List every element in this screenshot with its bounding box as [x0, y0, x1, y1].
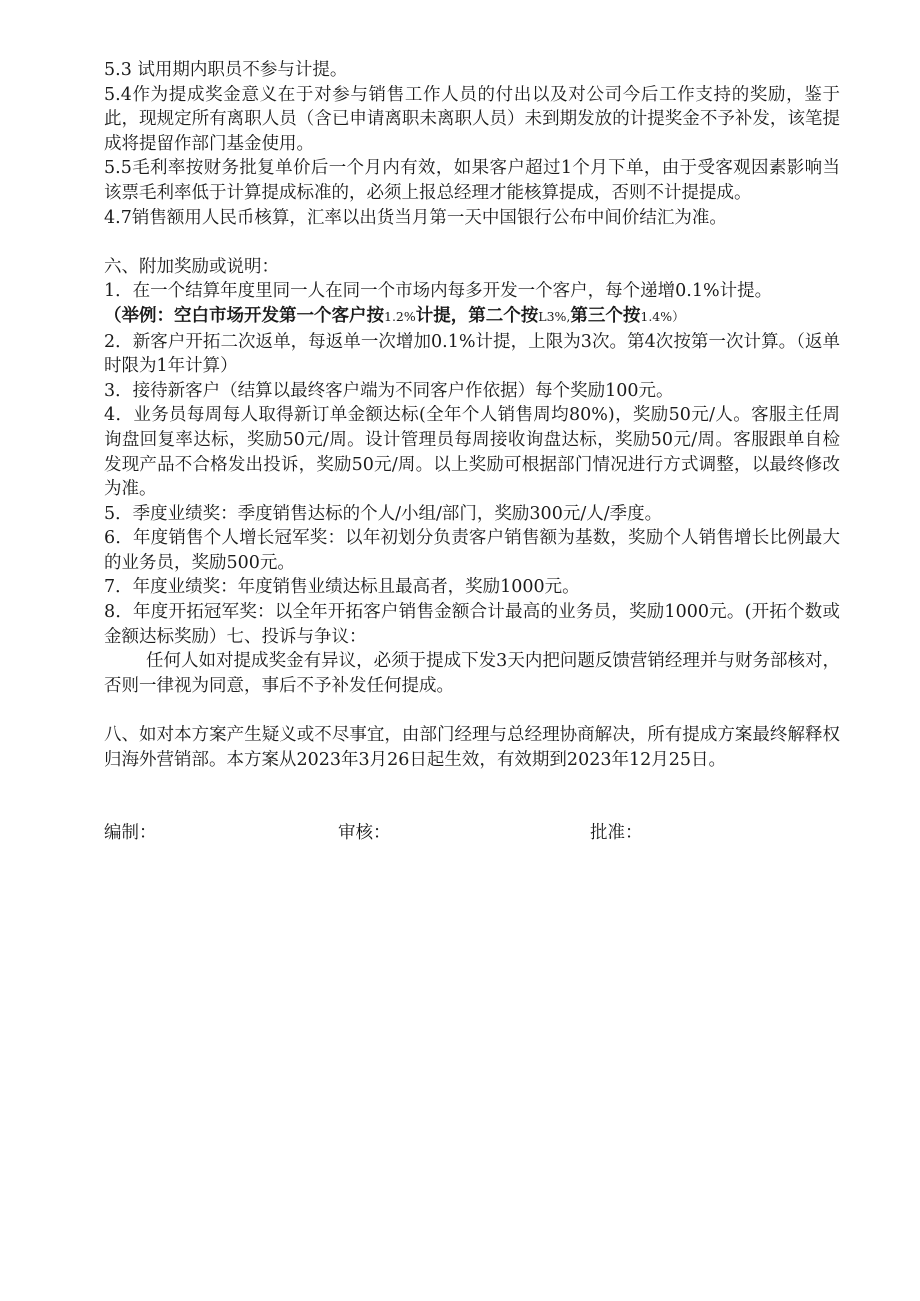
approved-by-label: 批准：	[590, 823, 643, 844]
bonus-item-3: 3．接待新客户（结算以最终客户端为不同客户作依据）每个奖励100元。	[104, 380, 674, 401]
section-6-title: 六、附加奖励或说明：	[104, 256, 279, 277]
document-page	[104, 58, 840, 851]
example-text-2: 计提，第二个按	[415, 305, 539, 326]
section-8-paragraph: 八、如对本方案产生疑义或不尽事宜，由部门经理与总经理协商解决，所有提成方案最终解释权归海外营销部。本方案从2023年3月26日起生效，有效期到2023年12月25日。	[104, 725, 840, 770]
spacer	[104, 698, 840, 723]
bonus-item-5: 5．季度业绩奖：季度销售达标的个人/小组/部门，奖励300元/人/季度。	[104, 503, 663, 524]
clause-5-3: 5.3 试用期内职员不参与计提。	[104, 60, 348, 80]
spacer	[104, 797, 840, 822]
bonus-item-8: 8．年度开拓冠军奖：以全年开拓客户销售金额合计最高的业务员，奖励1000元。(开拓个数或金额达标奖励）七、投诉与争议：	[104, 602, 840, 647]
example-rate-3: 1.4%）	[640, 308, 685, 324]
bonus-item-7: 7．年度业绩奖：年度销售业绩达标且最高者，奖励1000元。	[104, 577, 580, 598]
bonus-item-6: 6．年度销售个人增长冠军奖：以年初划分负责客户销售额为基数，奖励个人销售增长比例最大的业务员，奖励500元。	[104, 528, 840, 573]
example-note	[104, 304, 840, 330]
disputes-paragraph: 任何人如对提成奖金有异议，必须于提成下发3天内把问题反馈营销经理并与财务部核对，否则一律视为同意，事后不予补发任何提成。	[104, 651, 840, 696]
example-rate-2: L3%,	[538, 308, 571, 324]
bonus-item-4: 4．业务员每周每人取得新订单金额达标(全年个人销售周均80%)，奖励50元/人。客服主任周询盘回复率达标，奖励50元/周。设计管理员每周接收询盘达标，奖励50元/周。客服跟单自检发现产品不合格发出投诉，奖励50元/周。以上奖励可根据部门情况进行方式调整，以最终修改为准。	[104, 405, 840, 500]
example-rate-1: 1.2%	[384, 308, 416, 324]
bonus-item-2: 2．新客户开拓二次返单，每返单一次增加0.1%计提，上限为3次。第4次按第一次计算。（返单时限为1年计算）	[104, 331, 840, 377]
bonus-item-1: 1．在一个结算年度里同一人在同一个市场内每多开发一个客户，每个递增0.1%计提。	[104, 281, 773, 302]
spacer	[104, 772, 840, 797]
clause-5-5: 5.5毛利率按财务批复单价后一个月内有效，如果客户超过1个月下单，由于受客观因素影响当该票毛利率低于计算提成标准的，必须上报总经理才能核算提成，否则不计提提成。	[104, 158, 840, 203]
spacer	[104, 230, 840, 255]
example-text-1: （举例：空白市场开发第一个客户按	[104, 305, 384, 326]
reviewed-by-label: 审核：	[338, 823, 391, 844]
clause-4-7: 4.7销售额用人民币核算，汇率以出货当月第一天中国银行公布中间价结汇为准。	[104, 207, 727, 228]
example-text-3: 第三个按	[570, 305, 641, 326]
compiled-by-label: 编制：	[104, 823, 157, 844]
clause-5-4: 5.4作为提成奖金意义在于对参与销售工作人员的付出以及对公司今后工作支持的奖励，鉴于此，现规定所有离职人员（含已申请离职未离职人员）未到期发放的计提奖金不予补发，该笔提成将提留作部门基金使用。	[104, 84, 840, 154]
signature-row	[104, 821, 840, 851]
